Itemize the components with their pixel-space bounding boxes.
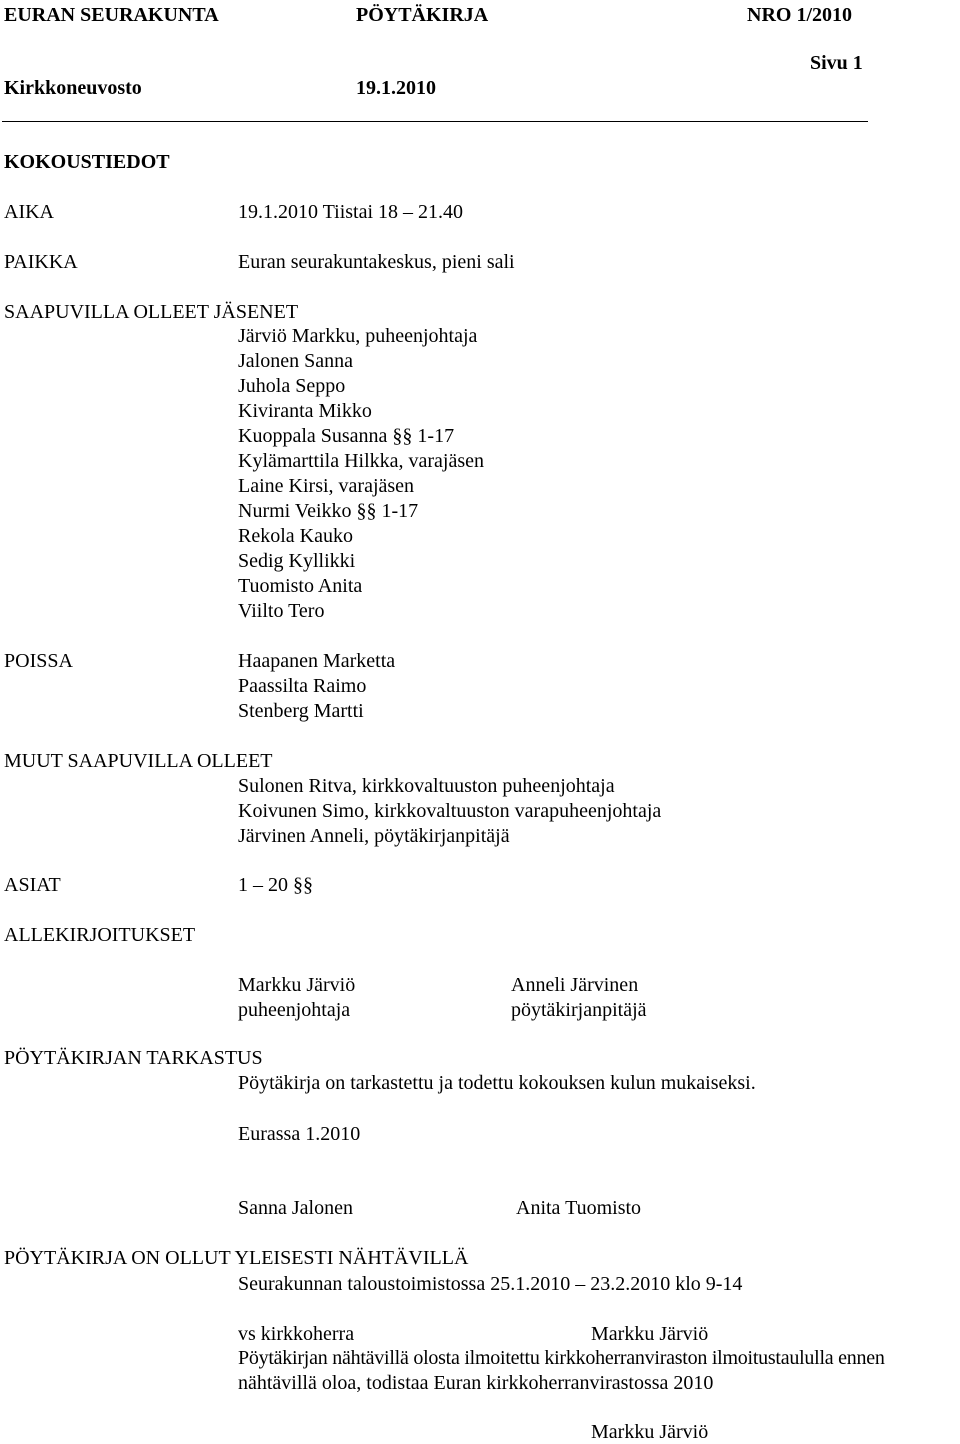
matters-value: 1 – 20 §§ — [238, 874, 313, 896]
place-label: PAIKKA — [4, 251, 78, 273]
place-value: Euran seurakuntakeskus, pieni sali — [238, 251, 515, 273]
section-title: KOKOUSTIEDOT — [4, 151, 170, 173]
public-label: PÖYTÄKIRJA ON OLLUT YLEISESTI NÄHTÄVILLÄ — [4, 1247, 469, 1269]
list-item: Jalonen Sanna — [238, 350, 353, 372]
review-statement: Pöytäkirja on tarkastettu ja todettu kokouksen kulun mukaiseksi. — [238, 1072, 756, 1094]
signatures-label: ALLEKIRJOITUKSET — [4, 924, 196, 946]
others-members-list — [238, 774, 661, 849]
public-location: Seurakunnan taloustoimistossa 25.1.2010 – 23.2.2010 klo 9-14 — [238, 1273, 743, 1295]
meeting-date: 19.1.2010 — [356, 77, 436, 99]
list-item: Rekola Kauko — [238, 525, 353, 547]
list-item: Kiviranta Mikko — [238, 400, 372, 422]
list-item: Tuomisto Anita — [238, 575, 363, 597]
secretary-role: pöytäkirjanpitäjä — [511, 999, 647, 1021]
list-item: Laine Kirsi, varajäsen — [238, 475, 415, 497]
others-label: MUUT SAAPUVILLA OLLEET — [4, 750, 273, 772]
reviewer-2: Anita Tuomisto — [516, 1197, 642, 1219]
list-item: Sulonen Ritva, kirkkovaltuuston puheenjohtaja — [238, 775, 615, 797]
list-item: Nurmi Veikko §§ 1-17 — [238, 500, 419, 522]
public-role: vs kirkkoherra — [238, 1323, 355, 1345]
header-rule — [2, 121, 868, 122]
absent-members-list — [238, 649, 395, 724]
list-item: Juhola Seppo — [238, 375, 346, 397]
public-note-line-1: Pöytäkirjan nähtävillä olosta ilmoitettu kirkkoherranviraston ilmoitustaululla ennen — [238, 1347, 885, 1369]
review-place-date: Eurassa 1.2010 — [238, 1123, 361, 1145]
secretary-name: Anneli Järvinen — [511, 974, 639, 996]
final-signature: Markku Järviö — [591, 1421, 709, 1443]
chair-role: puheenjohtaja — [238, 999, 351, 1021]
parish-name: EURAN SEURAKUNTA — [4, 4, 219, 26]
review-label: PÖYTÄKIRJAN TARKASTUS — [4, 1047, 263, 1069]
page-number: Sivu 1 — [810, 52, 863, 74]
list-item: Järvinen Anneli, pöytäkirjanpitäjä — [238, 825, 510, 847]
list-item: Kuoppala Susanna §§ 1-17 — [238, 425, 455, 447]
absent-label: POISSA — [4, 650, 73, 672]
present-members-list — [238, 324, 484, 624]
chair-name: Markku Järviö — [238, 974, 356, 996]
meeting-body: Kirkkoneuvosto — [4, 77, 142, 99]
list-item: Haapanen Marketta — [238, 650, 396, 672]
list-item: Viilto Tero — [238, 600, 325, 622]
list-item: Kylämarttila Hilkka, varajäsen — [238, 450, 485, 472]
public-note-line-2: nähtävillä oloa, todistaa Euran kirkkoherranvirastossa 2010 — [238, 1372, 714, 1394]
public-role-name: Markku Järviö — [591, 1323, 709, 1345]
time-label: AIKA — [4, 201, 54, 223]
document-number: NRO 1/2010 — [747, 4, 852, 26]
document-type: PÖYTÄKIRJA — [356, 4, 489, 26]
time-value: 19.1.2010 Tiistai 18 – 21.40 — [238, 201, 464, 223]
present-label: SAAPUVILLA OLLEET JÄSENET — [4, 301, 299, 323]
list-item: Järviö Markku, puheenjohtaja — [238, 325, 478, 347]
list-item: Paassilta Raimo — [238, 675, 367, 697]
list-item: Koivunen Simo, kirkkovaltuuston varapuheenjohtaja — [238, 800, 662, 822]
reviewer-1: Sanna Jalonen — [238, 1197, 353, 1219]
list-item: Stenberg Martti — [238, 700, 364, 722]
list-item: Sedig Kyllikki — [238, 550, 356, 572]
matters-label: ASIAT — [4, 874, 61, 896]
